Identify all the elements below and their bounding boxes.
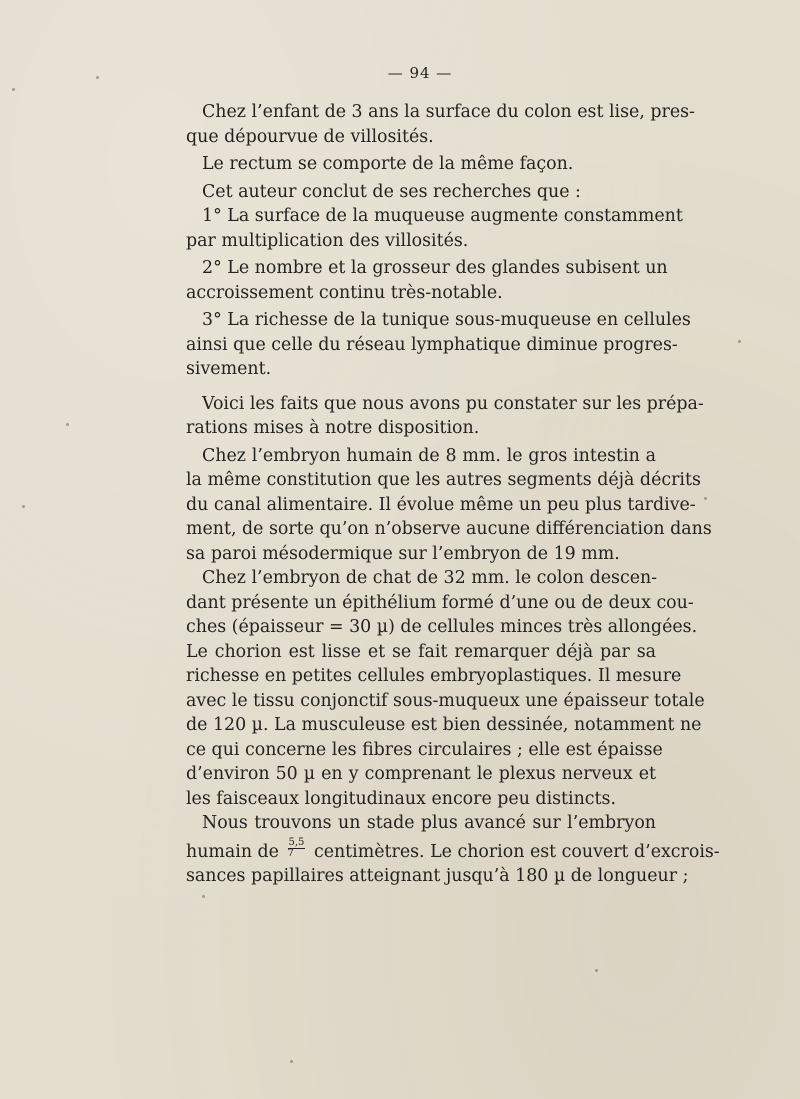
text-line: Voici les faits que nous avons pu constater sur les prépa-	[202, 393, 704, 414]
text-line: la même constitution que les autres segments déjà décrits	[186, 470, 701, 490]
text-line: Chez l’enfant de 3 ans la surface du colon est lise, pres-	[202, 102, 695, 122]
text-line: accroissement continu très-notable.	[186, 282, 503, 303]
text-line: Le chorion est lisse et se fait remarquer déjà par sa	[186, 641, 656, 662]
fraction-numerator: 5,5	[288, 836, 305, 848]
text-line: que dépourvue de villosités.	[186, 126, 434, 147]
text-line: ainsi que celle du réseau lymphatique diminue progres-	[186, 334, 678, 355]
fraction-denominator: 7	[287, 847, 294, 859]
paper-speck	[595, 969, 598, 972]
paper-speck	[738, 340, 741, 343]
paper-speck	[22, 505, 25, 508]
text-line: d’environ 50 µ en y comprenant le plexus nerveux et	[186, 764, 656, 784]
paper-speck	[12, 88, 15, 91]
paper-speck	[66, 423, 69, 426]
text-line: rations mises à notre disposition.	[186, 418, 480, 438]
text-line: richesse en petites cellules embryoplastiques. Il mesure	[186, 666, 682, 686]
body-text	[186, 100, 720, 889]
text-line: de 120 µ. La musculeuse est bien dessinée, notamment ne	[186, 715, 702, 735]
text-line: Cet auteur conclut de ses recherches que :	[202, 181, 581, 202]
text-line: ment, de sorte qu’on n’observe aucune différenciation dans	[186, 519, 712, 539]
fraction-line-before: humain de	[186, 841, 279, 862]
text-line: Nous trouvons un stade plus avancé sur l’embryon	[202, 813, 656, 833]
text-line: 2° Le nombre et la grosseur des glandes subisent un	[202, 258, 668, 278]
text-line: sa paroi mésodermique sur l’embryon de 19 mm.	[186, 543, 620, 564]
text-line: par multiplication des villosités.	[186, 230, 469, 251]
text-line: sivement.	[186, 359, 272, 379]
text-line: sances papillaires atteignant jusqu’à 180 µ de longueur ;	[186, 866, 689, 886]
paper-speck	[96, 76, 99, 79]
fraction-line-after: centimètres. Le chorion est couvert d’excrois-	[313, 841, 720, 862]
text-line: du canal alimentaire. Il évolue même un peu plus tardive-	[186, 494, 696, 515]
paper-speck	[290, 1060, 293, 1063]
text-line: 3° La richesse de la tunique sous-muqueuse en cellules	[202, 310, 691, 330]
text-line: avec le tissu conjonctif sous-muqueux une épaisseur totale	[186, 690, 705, 711]
text-line: les faisceaux longitudinaux encore peu distincts.	[186, 788, 616, 809]
paper-speck	[704, 497, 707, 500]
fraction-text-line	[186, 836, 720, 865]
text-line: ches (épaisseur = 30 µ) de cellules minces très allongées.	[186, 617, 698, 637]
fraction	[288, 838, 306, 859]
text-line: dant présente un épithélium formé d’une ou de deux cou-	[186, 592, 694, 613]
paper-speck	[202, 895, 205, 898]
text-line: 1° La surface de la muqueuse augmente constamment	[202, 206, 683, 226]
page-number: — 94 —	[387, 64, 453, 82]
text-line: Le rectum se comporte de la même façon.	[202, 154, 574, 174]
text-line: Chez l’embryon humain de 8 mm. le gros intestin a	[202, 445, 656, 466]
text-line: Chez l’embryon de chat de 32 mm. le colon descen-	[202, 568, 658, 588]
text-line: ce qui concerne les fibres circulaires ; elle est épaisse	[186, 739, 663, 760]
